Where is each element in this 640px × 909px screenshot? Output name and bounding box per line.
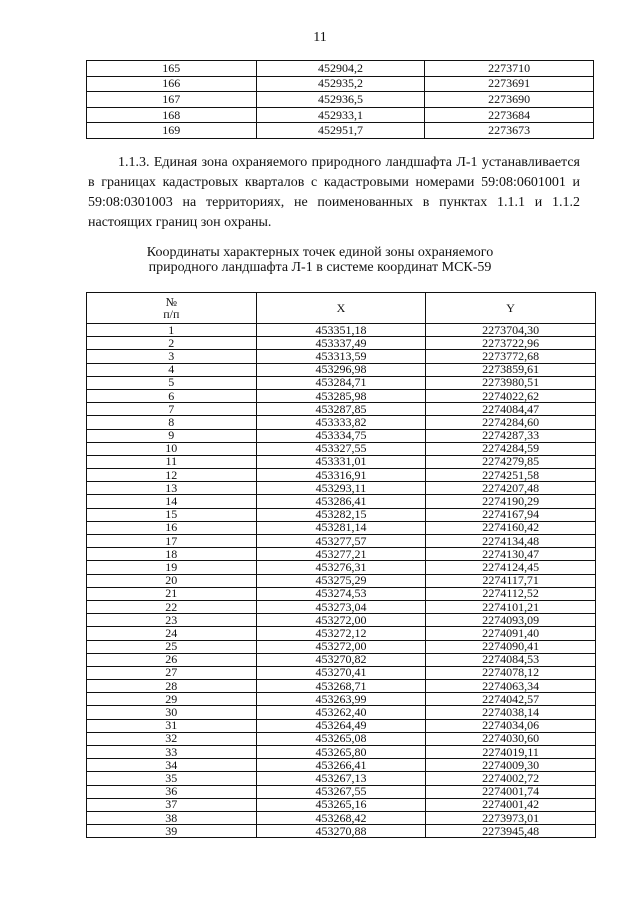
table-row: [87, 508, 596, 521]
cell-number: 32: [87, 732, 257, 745]
cell-y: 2274167,94: [426, 508, 596, 521]
cell-x: 453263,99: [256, 693, 426, 706]
table-row: [87, 561, 596, 574]
cell-x: 452936,5: [256, 92, 425, 108]
cell-y: 2274160,42: [426, 521, 596, 534]
table-row: [87, 574, 596, 587]
cell-y: 2273973,01: [426, 811, 596, 824]
cell-y: 2273722,96: [426, 337, 596, 350]
cell-number: 29: [87, 693, 257, 706]
cell-number: 165: [87, 61, 257, 77]
cell-number: 19: [87, 561, 257, 574]
cell-number: 36: [87, 785, 257, 798]
cell-y: 2274038,14: [426, 706, 596, 719]
cell-y: 2274034,06: [426, 719, 596, 732]
cell-y: 2273673: [425, 123, 594, 139]
cell-number: 23: [87, 614, 257, 627]
header-y: Y: [426, 293, 596, 324]
table-heading: [0, 245, 640, 275]
cell-y: 2274078,12: [426, 666, 596, 679]
cell-x: 453272,00: [256, 640, 426, 653]
cell-y: 2273704,30: [426, 324, 596, 337]
cell-number: 30: [87, 706, 257, 719]
cell-number: 169: [87, 123, 257, 139]
page-number: 11: [313, 30, 327, 45]
cell-number: 166: [87, 76, 257, 92]
cell-number: 5: [87, 376, 257, 389]
header-number: [87, 293, 257, 324]
cell-x: 453264,49: [256, 719, 426, 732]
cell-y: 2274084,53: [426, 653, 596, 666]
cell-x: 453286,41: [256, 495, 426, 508]
cell-y: 2274251,58: [426, 469, 596, 482]
table-row: [87, 785, 596, 798]
cell-y: 2274190,29: [426, 495, 596, 508]
table-row: [87, 469, 596, 482]
cell-x: 453262,40: [256, 706, 426, 719]
top-table-body: [87, 61, 594, 139]
cell-x: 453327,55: [256, 442, 426, 455]
cell-x: 453334,75: [256, 429, 426, 442]
cell-number: 8: [87, 416, 257, 429]
cell-y: 2273772,68: [426, 350, 596, 363]
cell-x: 453296,98: [256, 363, 426, 376]
cell-x: 453313,59: [256, 350, 426, 363]
cell-y: 2273859,61: [426, 363, 596, 376]
cell-x: 453270,82: [256, 653, 426, 666]
table-row: [87, 693, 596, 706]
cell-x: 453268,42: [256, 811, 426, 824]
cell-number: 38: [87, 811, 257, 824]
table-row: [87, 376, 596, 389]
cell-number: 31: [87, 719, 257, 732]
cell-x: 453316,91: [256, 469, 426, 482]
table-row: [87, 666, 596, 679]
cell-number: 4: [87, 363, 257, 376]
cell-number: 10: [87, 442, 257, 455]
header-x: X: [256, 293, 426, 324]
cell-y: 2273684: [425, 107, 594, 123]
table-row: [87, 614, 596, 627]
table-row: [87, 61, 594, 77]
table-row: [87, 535, 596, 548]
cell-number: 16: [87, 521, 257, 534]
cell-number: 26: [87, 653, 257, 666]
cell-y: 2273691: [425, 76, 594, 92]
table-row: [87, 123, 594, 139]
cell-y: 2274002,72: [426, 772, 596, 785]
cell-y: 2273980,51: [426, 376, 596, 389]
cell-number: 28: [87, 680, 257, 693]
table-row: [87, 495, 596, 508]
cell-x: 453276,31: [256, 561, 426, 574]
cell-y: 2274287,33: [426, 429, 596, 442]
cell-number: 13: [87, 482, 257, 495]
cell-x: 453282,15: [256, 508, 426, 521]
cell-x: 453281,14: [256, 521, 426, 534]
cell-x: 453337,49: [256, 337, 426, 350]
table-row: [87, 706, 596, 719]
table-row: [87, 107, 594, 123]
cell-y: 2274063,34: [426, 680, 596, 693]
cell-x: 453270,88: [256, 825, 426, 838]
cell-x: 453267,13: [256, 772, 426, 785]
cell-x: 453274,53: [256, 587, 426, 600]
cell-x: 453265,08: [256, 732, 426, 745]
table-row: [87, 548, 596, 561]
cell-y: 2274001,74: [426, 785, 596, 798]
table-row: [87, 350, 596, 363]
coordinates-table-body: [87, 324, 596, 838]
cell-x: 453265,80: [256, 746, 426, 759]
cell-y: 2274001,42: [426, 798, 596, 811]
table-row: [87, 811, 596, 824]
table-row: [87, 640, 596, 653]
cell-y: 2274093,09: [426, 614, 596, 627]
cell-x: 453272,12: [256, 627, 426, 640]
cell-x: 453287,85: [256, 403, 426, 416]
cell-number: 6: [87, 389, 257, 402]
cell-number: 37: [87, 798, 257, 811]
header-number-line1: №: [165, 295, 178, 309]
cell-number: 34: [87, 759, 257, 772]
cell-number: 39: [87, 825, 257, 838]
cell-number: 24: [87, 627, 257, 640]
cell-y: 2274284,60: [426, 416, 596, 429]
cell-x: 453267,55: [256, 785, 426, 798]
cell-x: 452951,7: [256, 123, 425, 139]
table-row: [87, 798, 596, 811]
cell-y: 2274009,30: [426, 759, 596, 772]
cell-x: 453266,41: [256, 759, 426, 772]
cell-x: 453275,29: [256, 574, 426, 587]
cell-y: 2274117,71: [426, 574, 596, 587]
table-row: [87, 680, 596, 693]
cell-number: 35: [87, 772, 257, 785]
coordinates-table: [86, 292, 596, 838]
table-row: [87, 76, 594, 92]
cell-x: 453277,21: [256, 548, 426, 561]
cell-number: 17: [87, 535, 257, 548]
cell-y: 2274101,21: [426, 600, 596, 613]
cell-number: 20: [87, 574, 257, 587]
cell-number: 25: [87, 640, 257, 653]
table-row: [87, 746, 596, 759]
table-row: [87, 521, 596, 534]
table-row: [87, 416, 596, 429]
cell-y: 2274279,85: [426, 455, 596, 468]
table-row: [87, 324, 596, 337]
cell-x: 453285,98: [256, 389, 426, 402]
cell-x: 452904,2: [256, 61, 425, 77]
table-row: [87, 600, 596, 613]
cell-number: 21: [87, 587, 257, 600]
cell-y: 2274030,60: [426, 732, 596, 745]
cell-x: 453331,01: [256, 455, 426, 468]
cell-y: 2274112,52: [426, 587, 596, 600]
cell-x: 453277,57: [256, 535, 426, 548]
paragraph-text: 1.1.3. Единая зона охраняемого природного ландшафта Л-1 устанавливается в границах кадастровых кварталов с кадастровыми номерами 59:08:0601001 и 59:08:0301003 на территориях, не поименованных в пунктах 1.1.1 и 1.1.2 настоящих границ зон охраны.: [88, 155, 580, 230]
table-row: [87, 482, 596, 495]
cell-number: 1: [87, 324, 257, 337]
header-number-line2: п/п: [163, 307, 180, 321]
table-row: [87, 587, 596, 600]
table-heading-line2: природного ландшафта Л-1 в системе координат МСК-59: [148, 260, 492, 275]
table-row: [87, 719, 596, 732]
table-row: [87, 772, 596, 785]
cell-y: 2274284,59: [426, 442, 596, 455]
table-heading-line1: Координаты характерных точек единой зоны охраняемого: [146, 245, 494, 260]
cell-number: 12: [87, 469, 257, 482]
cell-y: 2274091,40: [426, 627, 596, 640]
cell-number: 18: [87, 548, 257, 561]
cell-x: 453333,82: [256, 416, 426, 429]
cell-y: 2274090,41: [426, 640, 596, 653]
table-row: [87, 429, 596, 442]
cell-number: 3: [87, 350, 257, 363]
table-row: [87, 759, 596, 772]
top-coordinates-table: [86, 60, 594, 139]
cell-number: 9: [87, 429, 257, 442]
cell-number: 22: [87, 600, 257, 613]
cell-number: 15: [87, 508, 257, 521]
table-row: [87, 653, 596, 666]
table-row: [87, 363, 596, 376]
cell-number: 33: [87, 746, 257, 759]
cell-x: 453270,41: [256, 666, 426, 679]
cell-y: 2273945,48: [426, 825, 596, 838]
cell-number: 7: [87, 403, 257, 416]
table-header-row: [87, 293, 596, 324]
table-row: [87, 442, 596, 455]
cell-y: 2274019,11: [426, 746, 596, 759]
table-row: [87, 627, 596, 640]
cell-x: 453273,04: [256, 600, 426, 613]
cell-y: 2273710: [425, 61, 594, 77]
cell-y: 2273690: [425, 92, 594, 108]
cell-number: 168: [87, 107, 257, 123]
cell-x: 453268,71: [256, 680, 426, 693]
cell-y: 2274022,62: [426, 389, 596, 402]
cell-x: 453272,00: [256, 614, 426, 627]
cell-number: 11: [87, 455, 257, 468]
table-row: [87, 403, 596, 416]
cell-y: 2274207,48: [426, 482, 596, 495]
cell-y: 2274084,47: [426, 403, 596, 416]
cell-y: 2274124,45: [426, 561, 596, 574]
table-row: [87, 825, 596, 838]
cell-y: 2274134,48: [426, 535, 596, 548]
cell-number: 2: [87, 337, 257, 350]
cell-x: 453265,16: [256, 798, 426, 811]
cell-x: 452933,1: [256, 107, 425, 123]
table-row: [87, 732, 596, 745]
cell-y: 2274130,47: [426, 548, 596, 561]
cell-number: 167: [87, 92, 257, 108]
table-row: [87, 337, 596, 350]
cell-number: 27: [87, 666, 257, 679]
cell-x: 452935,2: [256, 76, 425, 92]
cell-x: 453284,71: [256, 376, 426, 389]
cell-y: 2274042,57: [426, 693, 596, 706]
cell-number: 14: [87, 495, 257, 508]
cell-x: 453293,11: [256, 482, 426, 495]
table-row: [87, 92, 594, 108]
section-paragraph: [88, 153, 580, 233]
table-row: [87, 455, 596, 468]
cell-x: 453351,18: [256, 324, 426, 337]
table-row: [87, 389, 596, 402]
